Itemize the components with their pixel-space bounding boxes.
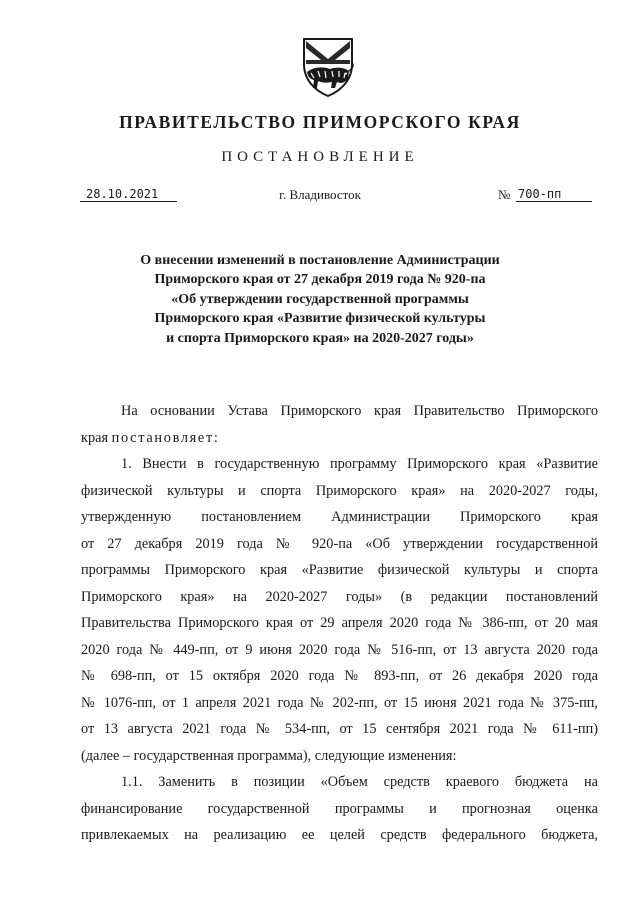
document-date: 28.10.2021 <box>80 187 177 202</box>
document-subject <box>90 251 550 348</box>
subject-line: и спорта Приморского края» на 2020-2027 годы» <box>166 330 474 346</box>
paragraph-line: от 13 августа 2021 года № 534-пп, от 15 сентября 2021 года № 611-пп) <box>81 721 598 737</box>
paragraph-line: программы Приморского края «Развитие физической культуры и спорта <box>81 562 598 578</box>
decree-word: постановляет: <box>111 429 220 446</box>
subject-line: О внесении изменений в постановление Администрации <box>140 253 500 268</box>
paragraph-line: № 698-пп, от 15 октября 2020 года № 893-пп, от 26 декабря 2020 года <box>81 668 598 684</box>
paragraph-line: привлекаемых на реализацию ее целей средств федерального бюджета, <box>81 827 598 843</box>
document-meta-row <box>0 187 640 211</box>
document-city: г. Владивосток <box>279 187 361 202</box>
paragraph-line: (далее – государственная программа), следующие изменения: <box>81 747 457 764</box>
paragraph-line: от 27 декабря 2019 года № 920-па «Об утверждении государственной <box>81 535 598 552</box>
document-body <box>81 398 598 849</box>
document-number-label: № <box>498 187 511 202</box>
paragraph-line: Приморского края» на 2020-2027 годы» (в редакции постановлений <box>81 588 598 605</box>
paragraph-line <box>81 425 598 452</box>
subject-line: Приморского края от 27 декабря 2019 года № 920-па <box>154 272 486 288</box>
paragraph-line: Правительства Приморского края от 29 апреля 2020 года № 386-пп, от 20 мая <box>81 615 598 631</box>
paragraph-line: финансирование государственной программы и прогнозная оценка <box>81 800 598 817</box>
paragraph-line: физической культуры и спорта Приморского края» на 2020-2027 годы, <box>81 482 598 499</box>
coat-of-arms-icon <box>297 34 359 98</box>
paragraph-line: 2020 года № 449-пп, от 9 июня 2020 года № 516-пп, от 13 августа 2020 года <box>81 641 598 658</box>
document-number: 700-пп <box>516 187 592 202</box>
government-title: ПРАВИТЕЛЬСТВО ПРИМОРСКОГО КРАЯ <box>119 112 521 132</box>
paragraph-line: № 1076-пп, от 1 апреля 2021 года № 202-пп, от 15 июня 2021 года № 375-пп, <box>81 694 598 711</box>
document-type: ПОСТАНОВЛЕНИЕ <box>221 149 419 165</box>
subject-line: Приморского края «Развитие физической культуры <box>154 311 486 327</box>
subject-line: «Об утверждении государственной программы <box>171 291 469 307</box>
paragraph-line: 1. Внести в государственную программу Приморского края «Развитие <box>121 456 598 472</box>
paragraph-line: 1.1. Заменить в позиции «Объем средств краевого бюджета на <box>121 774 598 790</box>
paragraph-text: края <box>81 429 112 446</box>
paragraph-line: утвержденную постановлением Администрации Приморского края <box>81 509 598 525</box>
paragraph-line: На основании Устава Приморского края Правительство Приморского <box>121 403 598 419</box>
